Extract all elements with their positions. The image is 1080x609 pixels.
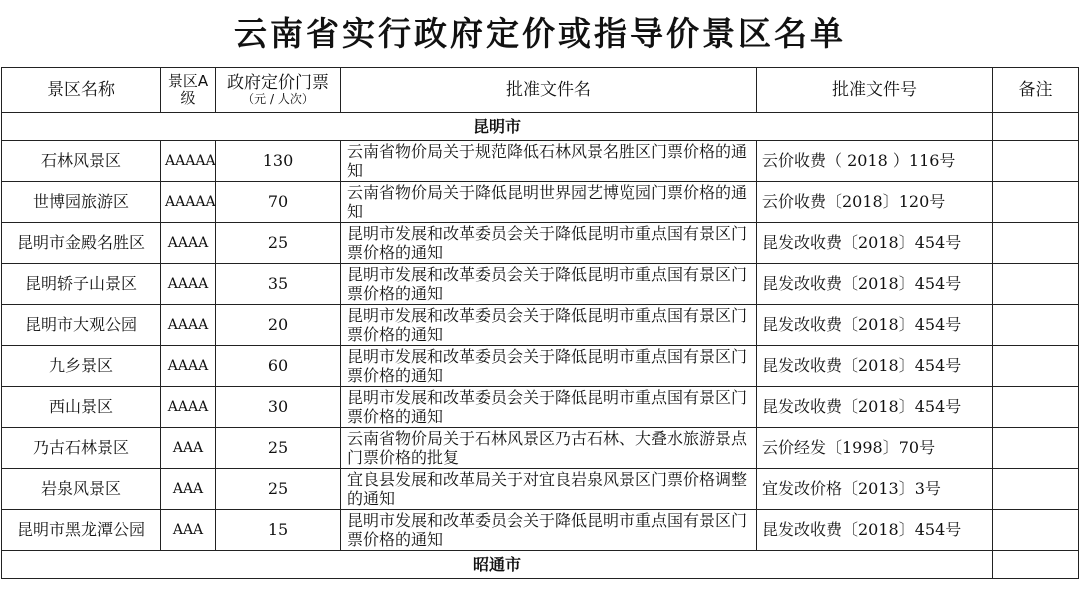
table-body xyxy=(2,113,1079,579)
grade-cell: AAAAA xyxy=(161,182,216,223)
doc-name-cell: 昆明市发展和改革委员会关于降低昆明市重点国有景区门票价格的通知 xyxy=(341,264,757,305)
scenic-name-cell: 昆明市金殿名胜区 xyxy=(2,223,161,264)
note-cell xyxy=(993,469,1079,510)
city-note-cell xyxy=(993,113,1079,141)
scenic-name-cell: 昆明市大观公园 xyxy=(2,305,161,346)
doc-name-cell: 云南省物价局关于石林风景区乃古石林、大叠水旅游景点门票价格的批复 xyxy=(341,428,757,469)
price-cell: 25 xyxy=(216,223,341,264)
price-cell: 25 xyxy=(216,428,341,469)
scenic-name-cell: 西山景区 xyxy=(2,387,161,428)
doc-no-cell: 昆发改收费〔2018〕454号 xyxy=(757,305,993,346)
note-cell xyxy=(993,141,1079,182)
table-row xyxy=(2,469,1079,510)
scenic-name-cell: 岩泉风景区 xyxy=(2,469,161,510)
grade-cell: AAA xyxy=(161,510,216,551)
price-cell: 130 xyxy=(216,141,341,182)
table-row xyxy=(2,182,1079,223)
price-cell: 35 xyxy=(216,264,341,305)
scenic-name-cell: 九乡景区 xyxy=(2,346,161,387)
grade-cell: AAAA xyxy=(161,305,216,346)
grade-cell: AAAAA xyxy=(161,141,216,182)
doc-name-cell: 云南省物价局关于规范降低石林风景名胜区门票价格的通知 xyxy=(341,141,757,182)
doc-name-cell: 昆明市发展和改革委员会关于降低昆明市重点国有景区门票价格的通知 xyxy=(341,223,757,264)
header-note: 备注 xyxy=(993,68,1079,113)
grade-cell: AAA xyxy=(161,469,216,510)
scenic-name-cell: 世博园旅游区 xyxy=(2,182,161,223)
scenic-name-cell: 昆明市黑龙潭公园 xyxy=(2,510,161,551)
price-cell: 15 xyxy=(216,510,341,551)
doc-name-cell: 云南省物价局关于降低昆明世界园艺博览园门票价格的通知 xyxy=(341,182,757,223)
doc-name-cell: 宜良县发展和改革局关于对宜良岩泉风景区门票价格调整的通知 xyxy=(341,469,757,510)
grade-cell: AAAA xyxy=(161,346,216,387)
price-cell: 25 xyxy=(216,469,341,510)
table-row xyxy=(2,141,1079,182)
table-row xyxy=(2,264,1079,305)
price-cell: 60 xyxy=(216,346,341,387)
city-section-row xyxy=(2,551,1079,579)
doc-name-cell: 昆明市发展和改革委员会关于降低昆明市重点国有景区门票价格的通知 xyxy=(341,387,757,428)
city-name: 昆明市 xyxy=(2,113,993,141)
scenic-name-cell: 昆明轿子山景区 xyxy=(2,264,161,305)
city-name: 昭通市 xyxy=(2,551,993,579)
table-row xyxy=(2,428,1079,469)
doc-no-cell: 云价收费〔2018〕120号 xyxy=(757,182,993,223)
note-cell xyxy=(993,264,1079,305)
doc-no-cell: 云价收费（ 2018 ）116号 xyxy=(757,141,993,182)
document-title: 云南省实行政府定价或指导价景区名单 xyxy=(234,14,846,53)
header-price-unit: （元 / 人次） xyxy=(242,91,314,106)
table-row xyxy=(2,387,1079,428)
note-cell xyxy=(993,223,1079,264)
price-cell: 30 xyxy=(216,387,341,428)
doc-no-cell: 昆发改收费〔2018〕454号 xyxy=(757,510,993,551)
table-header-row xyxy=(2,68,1079,113)
doc-no-cell: 昆发改收费〔2018〕454号 xyxy=(757,387,993,428)
note-cell xyxy=(993,346,1079,387)
header-name: 景区名称 xyxy=(2,68,161,113)
price-cell: 70 xyxy=(216,182,341,223)
grade-cell: AAA xyxy=(161,428,216,469)
header-price xyxy=(216,68,341,113)
header-grade: 景区A级 xyxy=(161,68,216,113)
grade-cell: AAAA xyxy=(161,264,216,305)
city-note-cell xyxy=(993,551,1079,579)
doc-name-cell: 昆明市发展和改革委员会关于降低昆明市重点国有景区门票价格的通知 xyxy=(341,510,757,551)
city-section-row xyxy=(2,113,1079,141)
table-row xyxy=(2,223,1079,264)
price-cell: 20 xyxy=(216,305,341,346)
note-cell xyxy=(993,305,1079,346)
doc-no-cell: 宜发改价格〔2013〕3号 xyxy=(757,469,993,510)
header-price-label: 政府定价门票 xyxy=(227,72,329,93)
table-row xyxy=(2,346,1079,387)
note-cell xyxy=(993,387,1079,428)
doc-name-cell: 昆明市发展和改革委员会关于降低昆明市重点国有景区门票价格的通知 xyxy=(341,346,757,387)
doc-no-cell: 昆发改收费〔2018〕454号 xyxy=(757,346,993,387)
doc-no-cell: 昆发改收费〔2018〕454号 xyxy=(757,264,993,305)
doc-name-cell: 昆明市发展和改革委员会关于降低昆明市重点国有景区门票价格的通知 xyxy=(341,305,757,346)
scenic-area-table xyxy=(1,67,1079,579)
note-cell xyxy=(993,510,1079,551)
header-doc-name: 批准文件名 xyxy=(341,68,757,113)
scenic-name-cell: 石林风景区 xyxy=(2,141,161,182)
note-cell xyxy=(993,428,1079,469)
table-row xyxy=(2,510,1079,551)
table-row xyxy=(2,305,1079,346)
grade-cell: AAAA xyxy=(161,387,216,428)
scenic-name-cell: 乃古石林景区 xyxy=(2,428,161,469)
doc-no-cell: 云价经发〔1998〕70号 xyxy=(757,428,993,469)
note-cell xyxy=(993,182,1079,223)
grade-cell: AAAA xyxy=(161,223,216,264)
header-doc-no: 批准文件号 xyxy=(757,68,993,113)
doc-no-cell: 昆发改收费〔2018〕454号 xyxy=(757,223,993,264)
